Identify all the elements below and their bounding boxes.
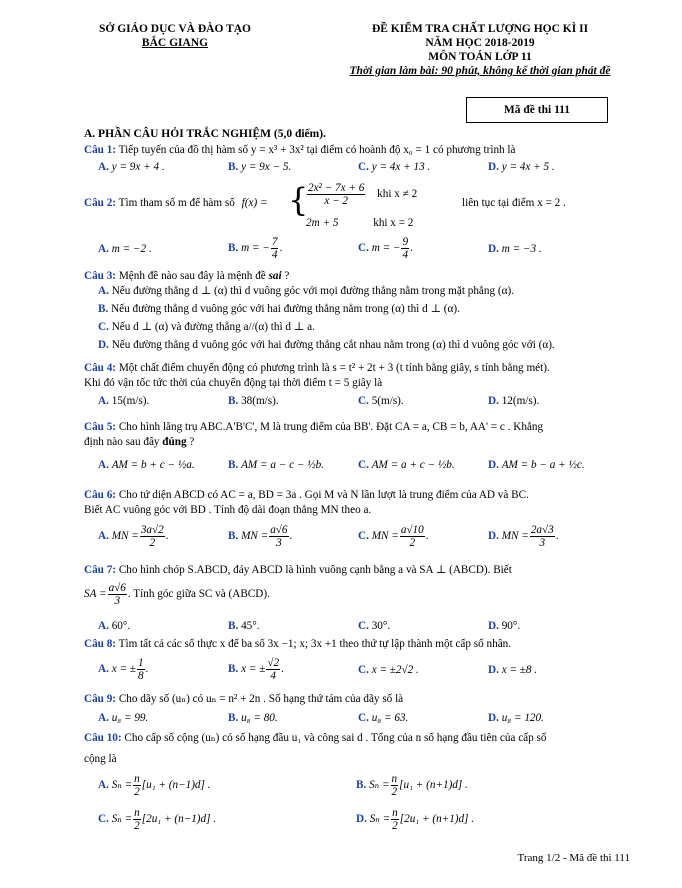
exam-title: ĐỀ KIỂM TRA CHẤT LƯỢNG HỌC KÌ II xyxy=(371,23,589,35)
time-limit: Thời gian làm bài: 90 phút, không kể thời gian phát đề xyxy=(349,65,611,77)
option-b[interactable]: B. m = − $\frac{7}{4}$ . xyxy=(228,236,283,261)
question-label: Câu 3: xyxy=(84,270,117,282)
option-a[interactable]: A. 15(m/s). xyxy=(98,395,150,407)
question-9 xyxy=(84,692,632,724)
piece2-condition: khi x = 2 xyxy=(373,217,414,229)
question-text: Cho hình lăng trụ ABC.A'B'C', M là trung điểm của BB'. Đặt CA = a, CB = b, AA' = c . Khẳng xyxy=(118,421,544,433)
option-d[interactable]: D. 12(m/s). xyxy=(488,395,540,407)
option-a[interactable]: A. Sₙ = $\frac{n}{2}$ [u₁ + (n−1)d] . xyxy=(98,773,211,798)
header-left xyxy=(60,22,290,50)
option-d[interactable]: D. 90°. xyxy=(488,620,521,632)
question-label: Câu 4: xyxy=(84,362,117,374)
question-3: Câu 3: Mệnh đề nào sau đây là mệnh đề sai ? A. Nếu đường thẳng d ⊥ (α) thì d vuông góc với mọi đường thẳng nằm trong mặt phẳng (α). B. Nếu đường thẳng d vuông góc với hai đường thẳng nằm trong (α) thì d ⊥ (α). C. Nếu d ⊥ (α) và đường thẳng a//(α) thì d ⊥ a. D. Nếu đường thẳng d vuông góc với hai đường thẳng cắt nhau nằm trong (α) thì d vuông góc với (α). xyxy=(84,269,632,353)
question-text-2: Biết AC vuông góc với BD . Tính độ dài đoạn thẳng MN theo a. xyxy=(84,504,372,516)
question-label: Câu 6: xyxy=(84,489,117,501)
piecewise-brace: { xyxy=(288,181,309,219)
piece1-condition: khi x ≠ 2 xyxy=(377,188,418,201)
option-c[interactable]: C. MN = $\frac{a√10}{2}$ . xyxy=(358,524,429,549)
question-text: Cho hình chóp S.ABCD, đáy ABCD là hình vuông cạnh bằng a và SA ⊥ (ABCD). Biết xyxy=(118,564,512,576)
option-d[interactable]: D. m = −3 . xyxy=(488,243,542,255)
option-d[interactable]: D. y = 4x + 5 . xyxy=(488,161,555,173)
subject: MÔN TOÁN LỚP 11 xyxy=(428,51,532,63)
option-c[interactable]: C. AM = a + c − ½b. xyxy=(358,459,455,471)
option-a[interactable]: A. AM = b + c − ½a. xyxy=(98,459,195,471)
question-text: Cho tứ diện ABCD có AC = a, BD = 3a . Gọi M và N lần lượt là trung điểm của AD và BC. xyxy=(118,489,529,501)
option-d[interactable]: D. MN = $\frac{2a√3}{3}$ . xyxy=(488,524,559,549)
question-text: Mệnh đề nào sau đây là mệnh đề xyxy=(118,270,266,282)
question-label: Câu 1: xyxy=(84,144,117,156)
question-7: Câu 7: Cho hình chóp S.ABCD, đáy ABCD là hình vuông cạnh bằng a và SA ⊥ (ABCD). Biết SA = $\frac{a√6}{3}$ . Tính góc giữa SC và (ABCD). A. 60°. B. 45°. C. 30°. D. 90°. xyxy=(84,564,521,632)
ministry-name: SỞ GIÁO DỤC VÀ ĐÀO TẠO xyxy=(99,23,251,35)
option-d[interactable]: D. Sₙ = $\frac{n}{2}$ [2u₁ + (n+1)d] . xyxy=(356,807,475,832)
option-a[interactable]: A. Nếu đường thẳng d ⊥ (α) thì d vuông góc với mọi đường thẳng nằm trong mặt phẳng (α). xyxy=(98,285,514,297)
option-c[interactable]: C. y = 4x + 13 . xyxy=(358,161,431,173)
question-label: Câu 9: xyxy=(84,693,117,705)
question-label: Câu 2: xyxy=(84,197,117,209)
option-c[interactable]: C. m = − $\frac{9}{4}$ . xyxy=(358,236,413,261)
question-text-2: . Tính góc giữa SC và (ABCD). xyxy=(127,588,270,601)
option-b[interactable]: B. 38(m/s). xyxy=(228,395,279,407)
question-text: Tiếp tuyến của đồ thị hàm số y = x³ + 3x² tại điểm có hoành độ x₀ = 1 có phương trình là xyxy=(118,144,516,156)
option-b[interactable]: B. y = 9x − 5. xyxy=(228,161,292,173)
question-text: Tìm tham số m để hàm số xyxy=(118,197,235,209)
question-text-2: định nào sau đây xyxy=(84,436,160,448)
option-a[interactable]: A. u₈ = 99. xyxy=(98,712,149,724)
question-1 xyxy=(84,143,632,173)
piece2-value: 2m + 5 xyxy=(306,217,339,229)
option-d[interactable]: D. x = ±8 . xyxy=(488,664,538,676)
option-c[interactable]: C. 5(m/s). xyxy=(358,395,404,407)
option-b[interactable]: B. u₈ = 80. xyxy=(228,712,278,724)
question-text: Một chất điểm chuyển động có phương trình là s = t² + 2t + 3 (t tính bằng giây, s tính bằng mét). xyxy=(118,362,550,374)
question-4 xyxy=(84,361,632,407)
question-text: Cho dãy số (uₙ) có uₙ = n² + 2n . Số hạng thứ tám của dãy số là xyxy=(118,693,404,705)
option-d[interactable]: D. AM = b − a + ½c. xyxy=(488,459,585,471)
province-name: BẮC GIANG xyxy=(141,37,209,49)
question-10 xyxy=(84,731,632,832)
question-text-post: liên tục tại điểm x = 2 . xyxy=(462,197,566,209)
option-a[interactable]: A. MN = $\frac{3a√2}{2}$ . xyxy=(98,524,169,549)
option-b[interactable]: B. AM = a − c − ½b. xyxy=(228,459,324,471)
option-a[interactable]: A. m = −2 . xyxy=(98,243,152,255)
option-a[interactable]: A. x = ± $\frac{1}{8}$ . xyxy=(98,657,149,682)
sa-fraction: $\frac{a√6}{3}$ xyxy=(108,582,126,607)
question-6 xyxy=(84,488,632,549)
question-5: Câu 5: Cho hình lăng trụ ABC.A'B'C', M là trung điểm của BB'. Đặt CA = a, CB = b, AA' = c . Khẳng định nào sau đây đúng ? A. AM = b + c − ½a. B. AM = a − c − ½b. C. AM = a + c − ½b. D. AM = b − a + ½c. xyxy=(84,421,585,471)
question-2 xyxy=(84,182,632,234)
option-c[interactable]: C. Sₙ = $\frac{n}{2}$ [2u₁ + (n−1)d] . xyxy=(98,807,217,832)
option-b[interactable]: B. x = ± $\frac{√2}{4}$ . xyxy=(228,657,284,682)
option-d[interactable]: D. Nếu đường thẳng d vuông góc với hai đường thẳng cắt nhau nằm trong (α) thì d vuông góc với (α). xyxy=(98,339,555,351)
header-right xyxy=(300,22,660,78)
option-b[interactable]: B. Sₙ = $\frac{n}{2}$ [u₁ + (n+1)d] . xyxy=(356,773,468,798)
question-text-2: cộng là xyxy=(84,753,117,765)
option-c[interactable]: C. Nếu d ⊥ (α) và đường thẳng a//(α) thì d ⊥ a. xyxy=(98,321,315,333)
question-text: Tìm tất cả các số thực x để ba số 3x −1; x; 3x +1 theo thứ tự lập thành một cấp số nhân. xyxy=(118,638,512,650)
option-c[interactable]: C. 30°. xyxy=(358,620,391,632)
option-c[interactable]: C. x = ±2√2 . xyxy=(358,664,419,676)
page-footer: Trang 1/2 - Mã đề thi 111 xyxy=(517,852,630,864)
option-d[interactable]: D. u₈ = 120. xyxy=(488,712,544,724)
question-2-options xyxy=(84,236,632,262)
question-label: Câu 8: xyxy=(84,638,117,650)
question-label: Câu 10: xyxy=(84,732,122,744)
option-b[interactable]: B. MN = $\frac{a√6}{3}$ . xyxy=(228,524,293,549)
question-8 xyxy=(84,637,632,682)
question-label: Câu 7: xyxy=(84,564,117,576)
question-label: Câu 5: xyxy=(84,421,117,433)
option-a[interactable]: A. y = 9x + 4 . xyxy=(98,161,165,173)
question-emphasis: đúng xyxy=(162,436,187,448)
function-name: f(x) = xyxy=(241,197,268,209)
question-text: Cho cấp số cộng (uₙ) có số hạng đầu u₁ và công sai d . Tổng của n số hạng đầu tiên của cấp số xyxy=(124,732,547,744)
question-emphasis: sai xyxy=(268,270,282,282)
option-b[interactable]: B. 45°. xyxy=(228,620,260,632)
exam-code-box: Mã đề thi 111 xyxy=(466,97,608,123)
option-a[interactable]: A. 60°. xyxy=(98,620,131,632)
school-year: NĂM HỌC 2018-2019 xyxy=(425,37,535,49)
section-title: A. PHẦN CÂU HỎI TRẮC NGHIỆM (5,0 điểm). xyxy=(84,128,326,140)
option-b[interactable]: B. Nếu đường thẳng d vuông góc với hai đường thẳng nằm trong (α) thì d ⊥ (α). xyxy=(98,303,460,315)
piece1-fraction: $\frac{\text{2x² − 7x + 6}}{x - 2}$ xyxy=(308,182,365,207)
option-c[interactable]: C. u₈ = 63. xyxy=(358,712,409,724)
question-text-2: Khi đó vận tốc tức thời của chuyển động tại thời điểm t = 5 giây là xyxy=(84,377,383,389)
